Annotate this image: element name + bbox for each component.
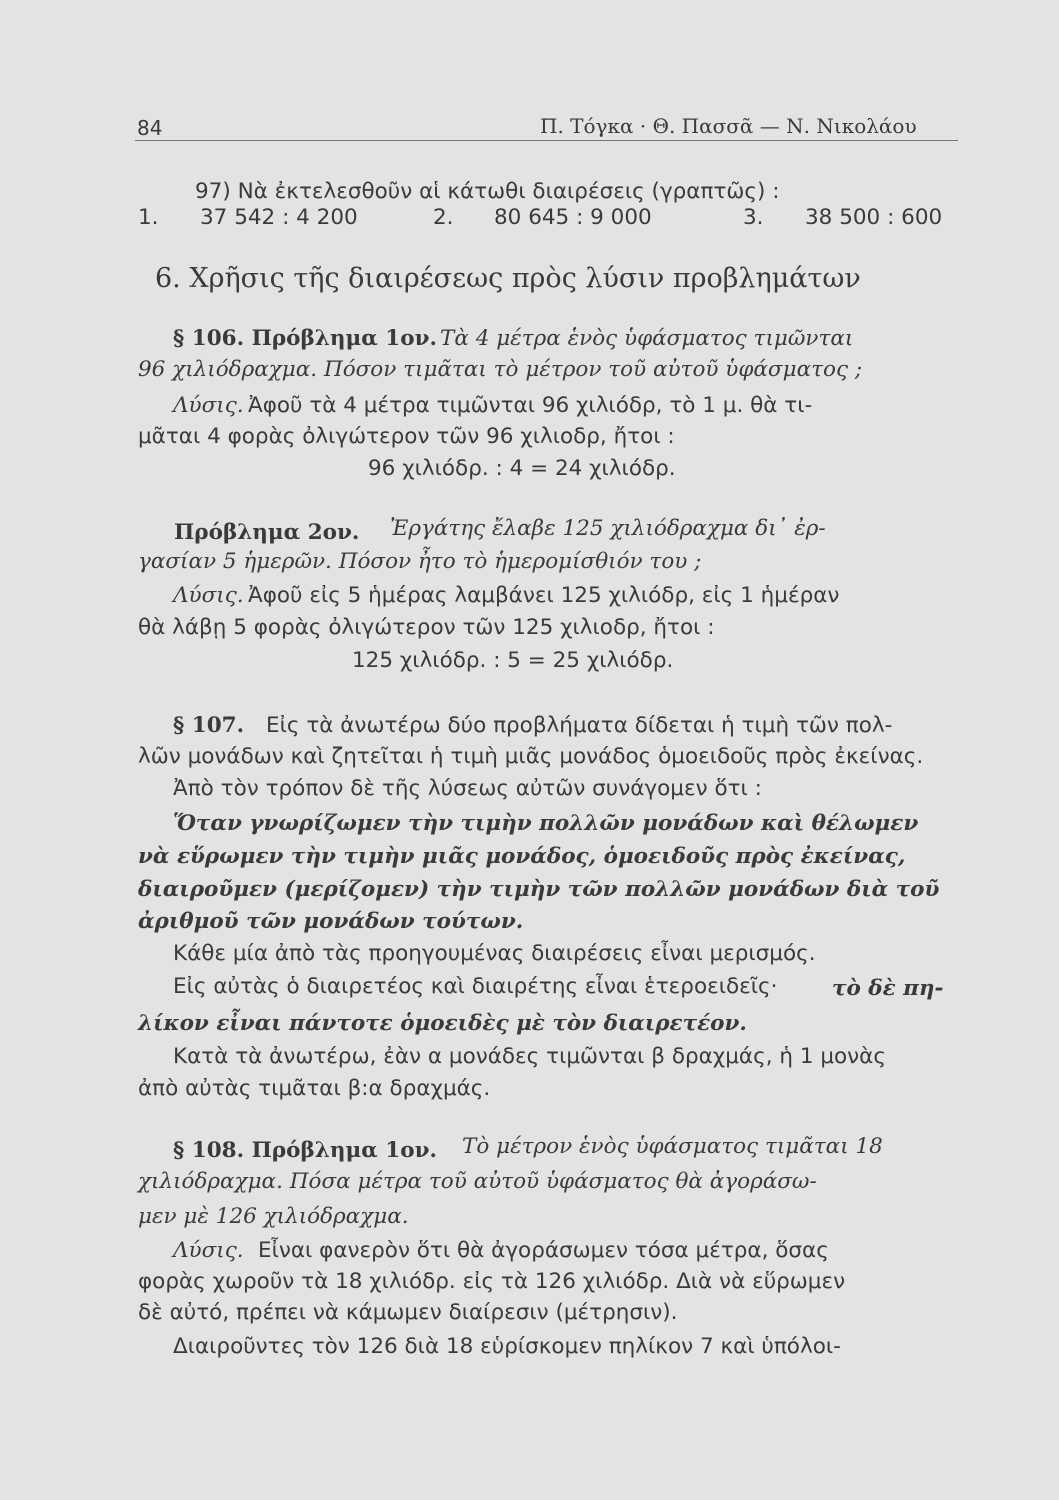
solution-text: φορὰς χωροῦν τὰ 18 χιλιόδρ. εἰς τὰ 126 χιλιόδρ. Διὰ νὰ εὕρωμεν xyxy=(138,1269,846,1294)
solution-text: μᾶται 4 φορὰς ὀλιγώτερον τῶν 96 χιλιοδρ, ἤτοι : xyxy=(138,424,675,449)
problem-statement: γασίαν 5 ἡμερῶν. Πόσον ἦτο τὸ ἡμερομίσθιόν του ; xyxy=(138,549,702,574)
solution-label: Λύσις. xyxy=(173,583,244,608)
body-text: Κάθε μία ἀπὸ τὰς προηγουμένας διαιρέσεις εἶναι μερισμός. xyxy=(173,941,816,966)
exercise-item-num: 3. xyxy=(743,205,764,230)
paragraph-mark: § 108. Πρόβλημα 1ον. xyxy=(173,1138,437,1163)
solution-equation: 96 χιλιόδρ. : 4 = 24 χιλιόδρ. xyxy=(368,456,676,481)
running-header: Π. Τόγκα · Θ. Πασσᾶ — Ν. Νικολάου xyxy=(540,114,917,138)
page-number: 84 xyxy=(137,116,163,140)
solution-text: Εἶναι φανερὸν ὅτι θὰ ἀγοράσωμεν τόσα μέτρα, ὅσας xyxy=(258,1238,829,1263)
solution-equation: 125 χιλιόδρ. : 5 = 25 χιλιόδρ. xyxy=(352,648,674,673)
section-title: 6. Χρῆσις τῆς διαιρέσεως πρὸς λύσιν προβλημάτων xyxy=(155,263,861,294)
problem-statement: Ἐργάτης ἔλαβε 125 χιλιόδραχμα δι᾿ ἐρ- xyxy=(390,516,826,541)
rule-statement: διαιροῦμεν (μερίζομεν) τὴν τιμὴν τῶν πολλῶν μονάδων διὰ τοῦ xyxy=(138,877,940,902)
body-text: ἀπὸ αὐτὰς τιμᾶται β:α δραχμάς. xyxy=(138,1076,491,1101)
header-rule xyxy=(135,140,958,141)
exercise-item-expr: 80 645 : 9 000 xyxy=(494,205,652,230)
problem-heading: Πρόβλημα 2ον. xyxy=(174,520,360,545)
problem-statement: Τὰ 4 μέτρα ἑνὸς ὑφάσματος τιμῶνται xyxy=(440,326,854,351)
exercise-item-expr: 38 500 : 600 xyxy=(805,205,943,230)
exercise-item-num: 1. xyxy=(138,205,159,230)
solution-text: δὲ αὐτό, πρέπει νὰ κάμωμεν διαίρεσιν (μέτρησιν). xyxy=(138,1300,678,1325)
solution-label: Λύσις. xyxy=(173,1238,244,1263)
solution-text: Ἀφοῦ εἰς 5 ἡμέρας λαμβάνει 125 χιλιόδρ, εἰς 1 ἡμέραν xyxy=(248,583,840,608)
problem-statement: Τὸ μέτρον ἑνὸς ὑφάσματος τιμᾶται 18 xyxy=(462,1134,883,1159)
problem-statement: χιλιόδραχμα. Πόσα μέτρα τοῦ αὐτοῦ ὑφάσματος θὰ ἀγοράσω- xyxy=(138,1169,817,1194)
solution-text: θὰ λάβῃ 5 φορὰς ὀλιγώτερον τῶν 125 χιλιοδρ, ἤτοι : xyxy=(138,615,715,640)
exercise-item-expr: 37 542 : 4 200 xyxy=(200,205,358,230)
body-text-emphasis: τὸ δὲ πη- xyxy=(832,976,944,1001)
problem-statement: 96 χιλιόδραχμα. Πόσον τιμᾶται τὸ μέτρον τοῦ αὐτοῦ ὑφάσματος ; xyxy=(138,357,863,382)
body-text: Εἰς τὰ ἀνωτέρω δύο προβλήματα δίδεται ἡ τιμὴ τῶν πολ- xyxy=(266,713,893,738)
problem-statement: μεν μὲ 126 χιλιόδραχμα. xyxy=(138,1204,409,1229)
body-text: Ἀπὸ τὸν τρόπον δὲ τῆς λύσεως αὐτῶν συνάγομεν ὅτι : xyxy=(173,776,762,801)
rule-statement: νὰ εὕρωμεν τὴν τιμὴν μιᾶς μονάδος, ὁμοειδοῦς πρὸς ἐκείνας, xyxy=(138,844,906,869)
exercise-item-num: 2. xyxy=(433,205,454,230)
body-text: Εἰς αὐτὰς ὁ διαιρετέος καὶ διαιρέτης εἶναι ἑτεροειδεῖς· xyxy=(173,974,778,999)
solution-text: Ἀφοῦ τὰ 4 μέτρα τιμῶνται 96 χιλιόδρ, τὸ 1 μ. θὰ τι- xyxy=(248,393,813,418)
exercise-prompt: 97) Νὰ ἐκτελεσθοῦν αἱ κάτωθι διαιρέσεις (γραπτῶς) : xyxy=(195,179,780,204)
paragraph-mark: § 106. Πρόβλημα 1ον. xyxy=(173,326,437,351)
solution-text: Διαιροῦντες τὸν 126 διὰ 18 εὑρίσκομεν πηλίκον 7 καὶ ὑπόλοι- xyxy=(173,1334,841,1359)
body-text-emphasis: λίκον εἶναι πάντοτε ὁμοειδὲς μὲ τὸν διαιρετέον. xyxy=(138,1011,747,1036)
rule-statement: Ὅταν γνωρίζωμεν τὴν τιμὴν πολλῶν μονάδων καὶ θέλωμεν xyxy=(173,811,919,836)
body-text: λῶν μονάδων καὶ ζητεῖται ἡ τιμὴ μιᾶς μονάδος ὁμοειδοῦς πρὸς ἐκείνας. xyxy=(138,744,924,769)
paragraph-mark: § 107. xyxy=(173,713,245,738)
body-text: Κατὰ τὰ ἀνωτέρω, ἐὰν α μονάδες τιμῶνται β δραχμάς, ἡ 1 μονὰς xyxy=(173,1044,886,1069)
rule-statement: ἀριθμοῦ τῶν μονάδων τούτων. xyxy=(138,909,524,934)
solution-label: Λύσις. xyxy=(173,393,244,418)
